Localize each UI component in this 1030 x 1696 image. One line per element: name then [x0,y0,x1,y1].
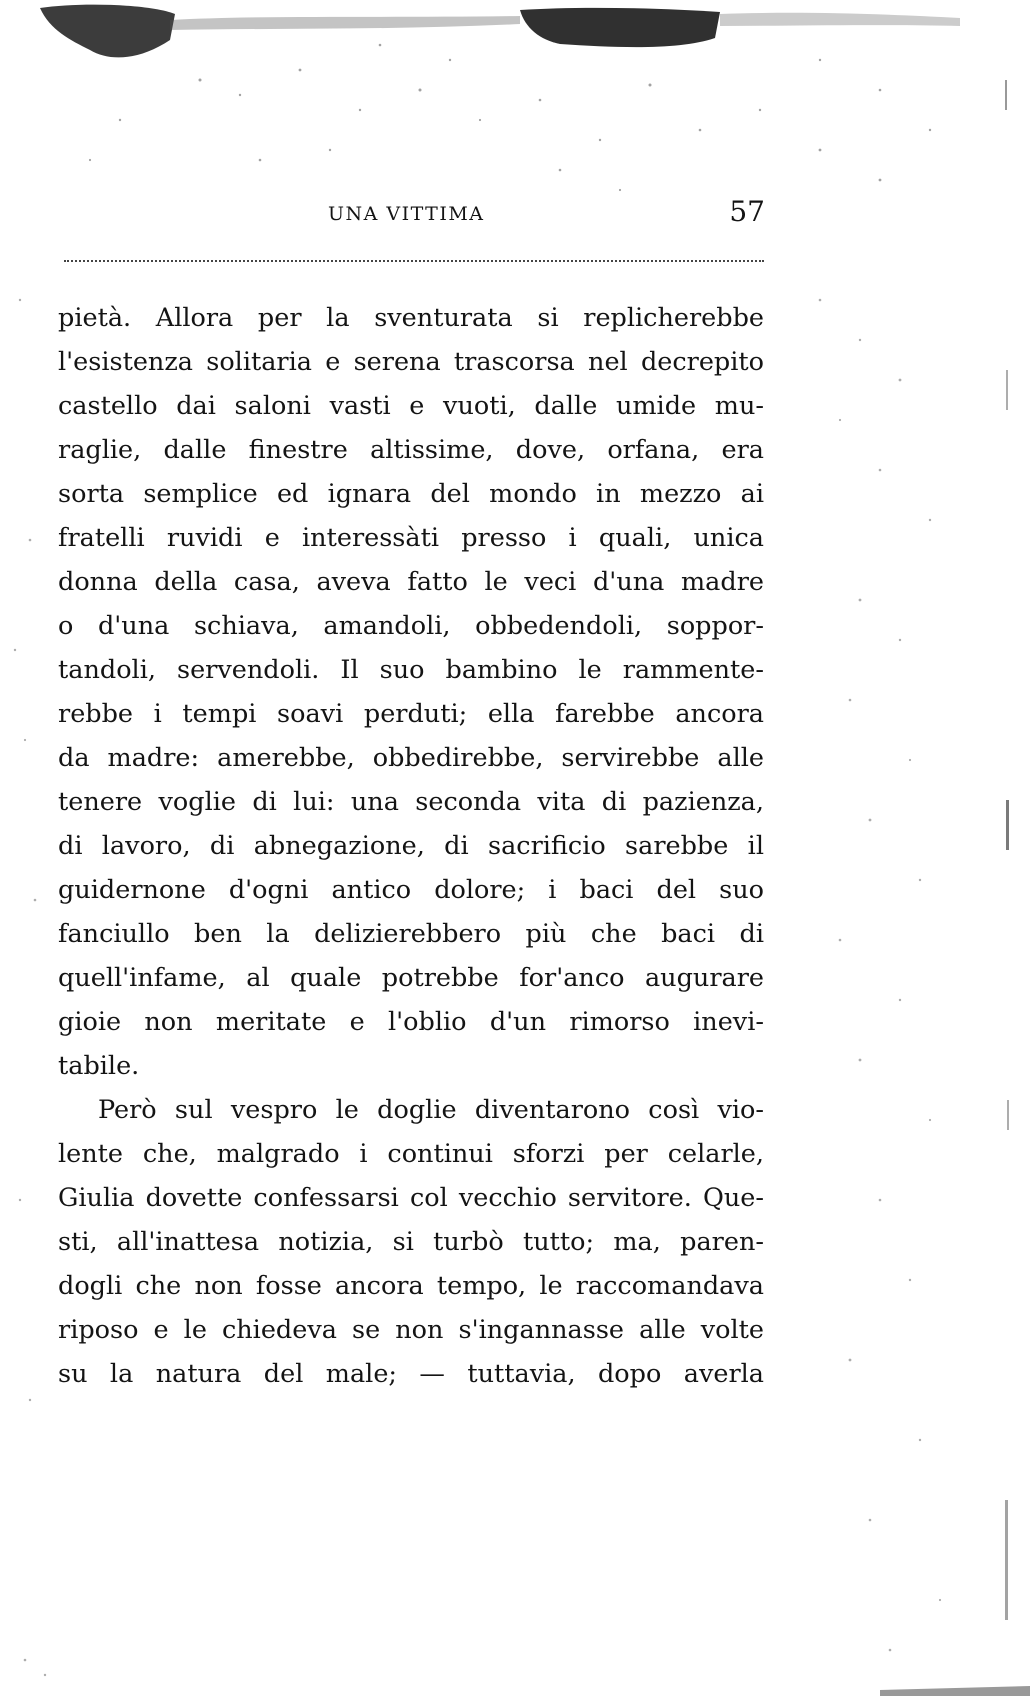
text-line: rebbe i tempi soavi perduti; ella farebbe ancora [58,699,764,729]
running-title: UNA VITTIMA [328,203,485,225]
text-line: fratelli ruvidi e interessàti presso i quali, unica [58,523,764,553]
text-line: dogli che non fosse ancora tempo, le raccomandava [58,1271,764,1301]
text-line: quell'infame, al quale potrebbe for'anco augurare [58,963,764,993]
text-line: l'esistenza solitaria e serena trascorsa nel decrepito [58,347,764,377]
text-line: castello dai saloni vasti e vuoti, dalle umide mu- [58,391,764,421]
text-line: su la natura del male; — tuttavia, dopo averla [58,1359,764,1389]
text-line: Giulia dovette confessarsi col vecchio servitore. Que- [58,1183,764,1213]
text-line: riposo e le chiedeva se non s'ingannasse alle volte [58,1315,764,1345]
running-header [60,195,765,235]
text-line: gioie non meritate e l'oblio d'un rimorso inevi- [58,1007,764,1037]
text-line: lente che, malgrado i continui sforzi per celarle, [58,1139,764,1169]
text-line: Però sul vespro le doglie diventarono così vio- [98,1095,764,1125]
text-line: o d'una schiava, amandoli, obbedendoli, soppor- [58,611,764,641]
text-line: fanciullo ben la delizierebbero più che baci di [58,919,764,949]
text-line: raglie, dalle finestre altissime, dove, orfana, era [58,435,764,465]
text-line: pietà. Allora per la sventurata si replicherebbe [58,303,764,333]
text-line: sorta semplice ed ignara del mondo in mezzo ai [58,479,764,509]
body-text [58,296,764,1396]
header-dotted-rule [64,260,764,262]
text-line: guidernone d'ogni antico dolore; i baci del suo [58,875,764,905]
text-line: tenere voglie di lui: una seconda vita di pazienza, [58,787,764,817]
page-number: 57 [729,195,765,228]
text-line: di lavoro, di abnegazione, di sacrificio sarebbe il [58,831,764,861]
text-line: tandoli, servendoli. Il suo bambino le rammente- [58,655,764,685]
text-line: sti, all'inattesa notizia, si turbò tutto; ma, paren- [58,1227,764,1257]
text-line: donna della casa, aveva fatto le veci d'una madre [58,567,764,597]
text-line: tabile. [58,1051,140,1081]
text-line: da madre: amerebbe, obbedirebbe, servirebbe alle [58,743,764,773]
